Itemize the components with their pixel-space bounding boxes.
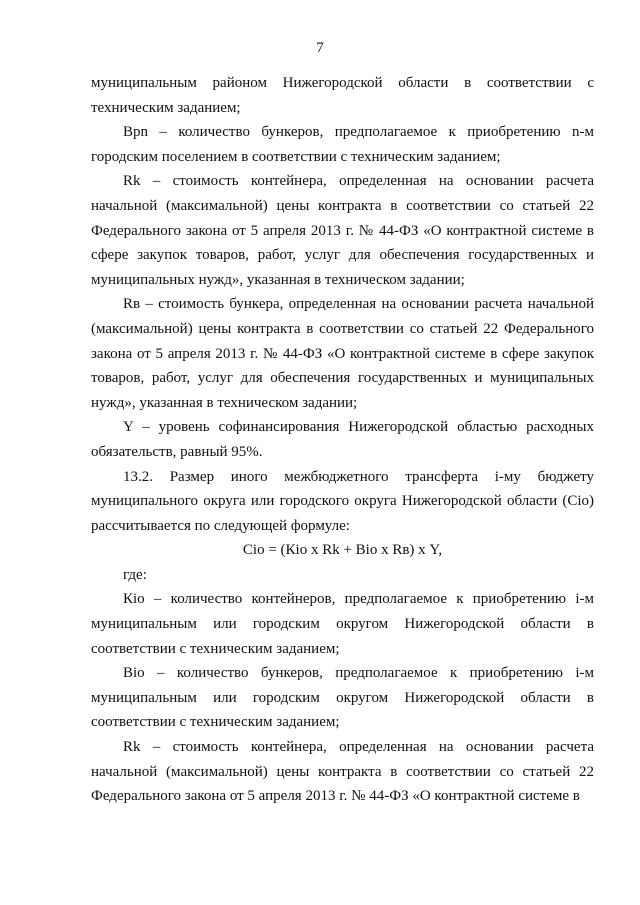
page-number: 7 [316, 40, 324, 56]
paragraph-bpn-definition: Вpn – количество бункеров, предполагаемое к приобретению n-м городским поселением в соответствии с техническим заданием; [91, 124, 594, 165]
paragraph-y-definition: Y – уровень софинансирования Нижегородской областью расходных обязательств, равный 95%. [91, 419, 594, 460]
formula-cio: Сio = (Кio х Rk + Вio х Rв) х Y, [242, 542, 443, 559]
paragraph-kio-definition: Кio – количество контейнеров, предполагаемое к приобретению i-м муниципальным или городским округом Нижегородской области в соответствии с техническим заданием; [91, 591, 594, 657]
paragraph-continuation: муниципальным районом Нижегородской области в соответствии с техническим заданием; [91, 75, 594, 116]
paragraph-where: где: [123, 566, 147, 583]
paragraph-rk-definition: Rk – стоимость контейнера, определенная на основании расчета начальной (максимальной) цены контракта в соответствии со статьей 22 Федерального закона от 5 апреля 2013 г. № 44-ФЗ «О контрактной системе в сфере закупок товаров, работ, услуг для обеспечения государственных и муниципальных нужд», указанная в техническом задании; [91, 173, 594, 288]
paragraph-rv-definition: Rв – стоимость бункера, определенная на основании расчета начальной (максимальной) цены контракта в соответствии со статьей 22 Федерального закона от 5 апреля 2013 г. № 44-ФЗ «О контрактной системе в сфере закупок товаров, работ, услуг для обеспечения государственных и муниципальных нужд», указанная в техническом задании; [91, 296, 594, 411]
document-body [91, 71, 594, 809]
paragraph-section-13-2: 13.2. Размер иного межбюджетного трансферта i-му бюджету муниципального округа или городского округа Нижегородской области (Сio) рассчитывается по следующей формуле: [91, 468, 594, 534]
paragraph-bio-definition: Вio – количество бункеров, предполагаемое к приобретению i-м муниципальным или городским округом Нижегородской области в соответствии с техническим заданием; [91, 665, 594, 731]
paragraph-rk-definition-2: Rk – стоимость контейнера, определенная на основании расчета начальной (максимальной) цены контракта в соответствии со статьей 22 Федерального закона от 5 апреля 2013 г. № 44-ФЗ «О контрактной системе в [91, 739, 594, 805]
